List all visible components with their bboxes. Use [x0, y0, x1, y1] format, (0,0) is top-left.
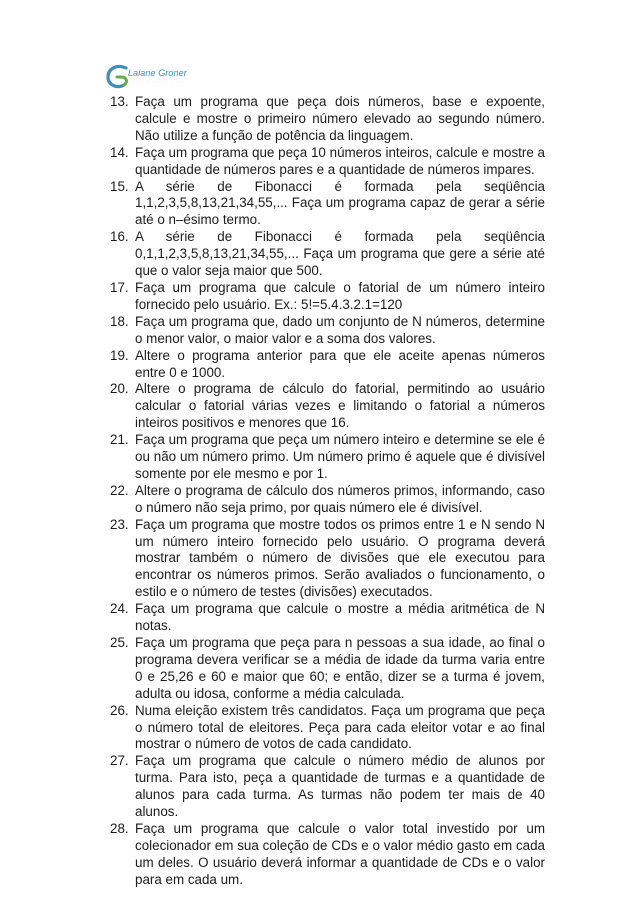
list-item	[110, 145, 545, 179]
list-item	[110, 432, 545, 483]
item-text: Faça um programa que peça 10 números inteiros, calcule e mostre a quantidade de números pares e a quantidade de números impares.	[135, 144, 545, 177]
item-number: 17.	[110, 279, 129, 295]
list-item	[110, 280, 545, 314]
item-text: Altere o programa anterior para que ele aceite apenas números entre 0 e 1000.	[135, 347, 545, 380]
item-number: 25.	[110, 635, 129, 650]
list-item	[110, 179, 545, 230]
item-number: 27.	[110, 753, 129, 769]
item-number: 23.	[110, 516, 129, 532]
list-item	[110, 635, 545, 703]
item-number: 26.	[110, 702, 129, 718]
item-text: Altere o programa de cálculo dos números primos, informando, caso o número não seja primo, por quais número ele é divisível.	[135, 482, 545, 515]
list-item	[110, 601, 545, 635]
item-text: Numa eleição existem três candidatos. Faça um programa que peça o número total de eleitores. Peça para cada eleitor votar e ao final mostrar o número de votos de cada candidato.	[135, 702, 545, 752]
item-number: 21.	[110, 432, 129, 448]
item-number: 15.	[110, 178, 129, 194]
list-item	[110, 381, 545, 432]
item-text: Faça um programa que peça um número inteiro e determine se ele é ou não um número primo. Um número primo é aquele que é divisível somente por ele mesmo e por 1.	[135, 432, 545, 481]
item-number: 20.	[110, 381, 129, 397]
item-text: A série de Fibonacci é formada pela seqüência 1,1,2,3,5,8,13,21,34,55,... Faça um programa capaz de gerar a série até o n–ésimo termo.	[135, 178, 545, 228]
logo-tagline: · · · · · · · · · · · ·	[128, 79, 184, 84]
item-text: Faça um programa que calcule o mostre a média aritmética de N notas.	[135, 601, 545, 634]
item-text: Faça um programa que peça para n pessoas a sua idade, ao final o programa devera verificar se a média de idade da turma varia entre 0 e 25,26 e 60 e maior que 60; e então, dizer se a turma é jovem, adulta ou idosa, conforme a média calculada.	[135, 635, 545, 701]
list-item	[110, 94, 545, 145]
list-item	[110, 483, 545, 517]
list-item	[110, 229, 545, 280]
item-number: 22.	[110, 482, 129, 498]
item-number: 24.	[110, 601, 129, 617]
item-text: Faça um programa que calcule o fatorial de um número inteiro fornecido pelo usuário. Ex.: 5!=5.4.3.2.1=120	[135, 279, 545, 312]
list-item	[110, 821, 545, 889]
item-number: 16.	[110, 229, 129, 245]
exercise-list	[110, 94, 545, 889]
item-text: Faça um programa que peça dois números, base e expoente, calcule e mostre o primeiro número elevado ao segundo número. Não utilize a função de potência da linguagem.	[135, 94, 545, 143]
item-text: A série de Fibonacci é formada pela seqüência 0,1,1,2,3,5,8,13,21,34,55,... Faça um programa que gere a série até que o valor seja maior que 500.	[135, 229, 545, 279]
item-number: 14.	[110, 144, 129, 160]
logo	[104, 62, 194, 92]
item-text: Faça um programa que calcule o valor total investido por um colecionador em sua coleção de CDs e o valor médio gasto em cada um deles. O usuário deverá informar a quantidade de CDs e o valor para em cada um.	[135, 820, 545, 887]
item-number: 28.	[110, 820, 129, 836]
list-item	[110, 517, 545, 602]
logo-name: Laiane Groner	[128, 68, 187, 78]
item-text: Faça um programa que calcule o número médio de alunos por turma. Para isto, peça a quantidade de turmas e a quantidade de alunos para cada turma. As turmas não podem ter mais de 40 alunos.	[135, 753, 545, 820]
list-item	[110, 348, 545, 382]
item-text: Faça um programa que, dado um conjunto de N números, determine o menor valor, o maior valor e a soma dos valores.	[135, 313, 545, 346]
list-item	[110, 314, 545, 348]
item-number: 19.	[110, 347, 129, 363]
list-item	[110, 703, 545, 754]
item-text: Altere o programa de cálculo do fatorial, permitindo ao usuário calcular o fatorial várias vezes e limitando o fatorial a números inteiros positivos e menores que 16.	[135, 381, 545, 431]
item-number: 13.	[110, 94, 129, 109]
list-item	[110, 753, 545, 821]
item-number: 18.	[110, 313, 129, 329]
item-text: Faça um programa que mostre todos os primos entre 1 e N sendo N um número inteiro fornecido pelo usuário. O programa deverá mostrar também o número de divisões que ele executou para encontrar os números primos. Serão avaliados o funcionamento, o estilo e o número de testes (divisões) executados.	[135, 516, 545, 600]
